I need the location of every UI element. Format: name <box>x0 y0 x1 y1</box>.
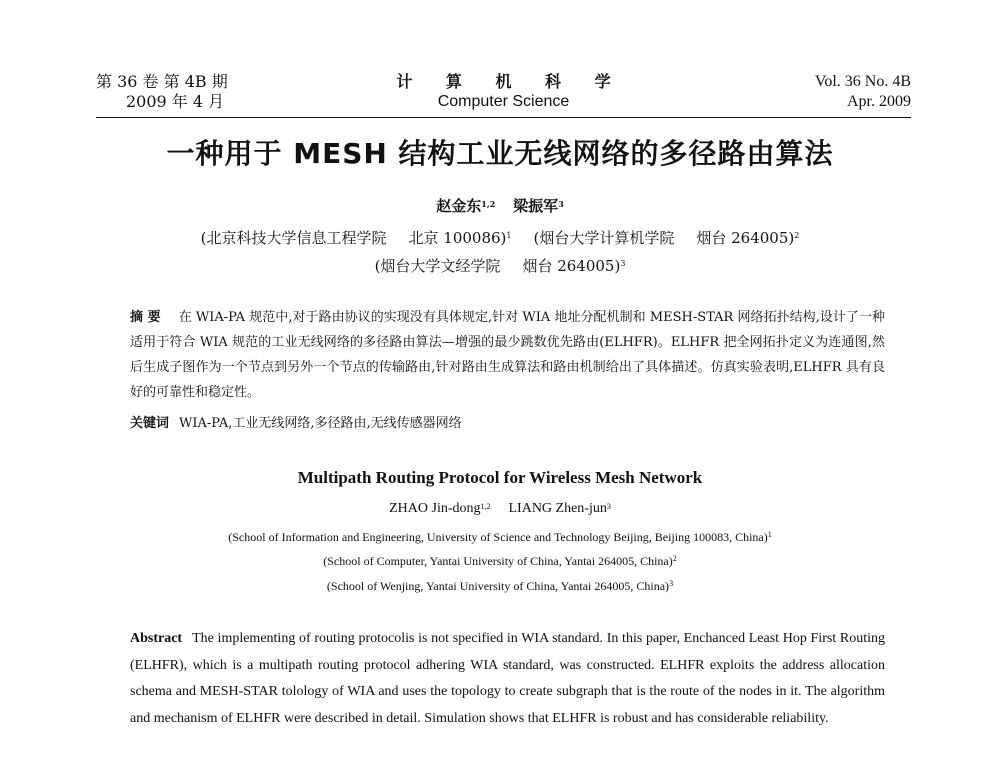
keywords-cn <box>130 413 885 435</box>
header-right <box>815 72 911 112</box>
keywords-label-cn: 关键词 <box>130 416 170 431</box>
author-name: ZHAO Jin-dong <box>389 501 481 516</box>
abstract-label-en: Abstract <box>130 631 183 646</box>
date-en: Apr. 2009 <box>847 93 911 110</box>
affiliation: (烟台大学计算机学院 <box>533 229 675 247</box>
paper-title-en: Multipath Routing Protocol for Wireless Mesh Network <box>297 468 703 487</box>
abstract-en <box>130 626 885 732</box>
affiliation-sup: 2 <box>794 231 800 240</box>
affiliation-city: 烟台 264005) <box>522 257 621 275</box>
affiliation-sup: 1 <box>506 231 512 240</box>
affiliation-en-1 <box>0 528 1000 546</box>
abstract-label-cn: 摘 要 <box>130 310 161 325</box>
abstract-text-cn: 在 WIA-PA 规范中,对于路由协议的实现没有具体规定,针对 WIA 地址分配机制和 MESH-STAR 网络拓扑结构,设计了一种适用于符合 WIA 规范的工业无线网络的多径路由算法—增强的最少跳数优先路由(ELHFR)。ELHFR 把全网拓扑定义为连通图,然后生成子图作为一个节点到另外一个节点的传输路由,针对路由生成算法和路由机制给出了具体描述。仿真实验表明,ELHFR 具有良好的可靠性和稳定性。 <box>130 310 886 400</box>
affiliation-sup: 3 <box>669 579 674 588</box>
affiliation: (烟台大学文经学院 <box>374 257 501 275</box>
affiliation-sup: 3 <box>620 259 626 268</box>
affiliation: (School of Wenjing, Yantai University of China, Yantai 264005, China) <box>326 579 670 593</box>
abstract-text-en: The implementing of routing protocolis is not specified in WIA standard. In this paper, Enchanced Least Hop First Routing (ELHFR), which is a multipath routing protocol adhering WIA standard, was constructed. ELHFR exploits the address allocation schema and MESH-STAR tolology of WIA and uses the topology to create subgraph that is the route of the nodes in it. The algorithm and mechanism of ELHFR were described in detail. Simulation shows that ELHFR is robust and has considerable reliability. <box>130 631 885 726</box>
abstract-cn <box>130 305 885 405</box>
running-header <box>96 72 911 118</box>
affiliation: (School of Information and Engineering, University of Science and Technology Beijing, Beijing 100083, China) <box>228 530 768 544</box>
affiliation-sup: 1 <box>767 530 772 539</box>
author-sup: 3 <box>558 199 564 209</box>
affiliation-en-3 <box>0 577 1000 595</box>
affiliation-sup: 2 <box>672 554 677 563</box>
author-name: 赵金东 <box>436 197 482 215</box>
author-name: 梁振军 <box>513 197 559 215</box>
volume-issue-cn: 第 36 卷 第 4B 期 <box>96 72 228 91</box>
affiliation: (北京科技大学信息工程学院 <box>200 229 387 247</box>
author-sup: 1,2 <box>480 502 491 511</box>
affiliation-en-2 <box>0 552 1000 570</box>
header-journal <box>96 72 911 112</box>
author-name: LIANG Zhen-jun <box>508 501 607 516</box>
journal-name-en: Computer Science <box>437 93 570 110</box>
journal-name-cn: 计 算 机 科 学 <box>396 72 625 91</box>
header-rule <box>96 117 911 118</box>
affiliation-city: 烟台 264005) <box>696 229 795 247</box>
volume-issue-en: Vol. 36 No. 4B <box>814 73 911 90</box>
affiliation-city: 北京 100086) <box>408 229 507 247</box>
author-sup: 1,2 <box>481 199 496 209</box>
date-cn: 2009 年 4 月 <box>126 92 225 111</box>
affiliation: (School of Computer, Yantai University of China, Yantai 264005, China) <box>323 554 673 568</box>
author-sup: 3 <box>606 502 611 511</box>
paper-title-cn: 一种用于 MESH 结构工业无线网络的多径路由算法 <box>166 137 834 170</box>
affiliations-cn-line1 <box>0 228 1000 248</box>
affiliations-cn-line2 <box>0 256 1000 276</box>
keywords-text-cn: WIA-PA,工业无线网络,多径路由,无线传感器网络 <box>179 416 462 431</box>
authors-en <box>0 499 1000 519</box>
authors-cn <box>0 196 1000 216</box>
